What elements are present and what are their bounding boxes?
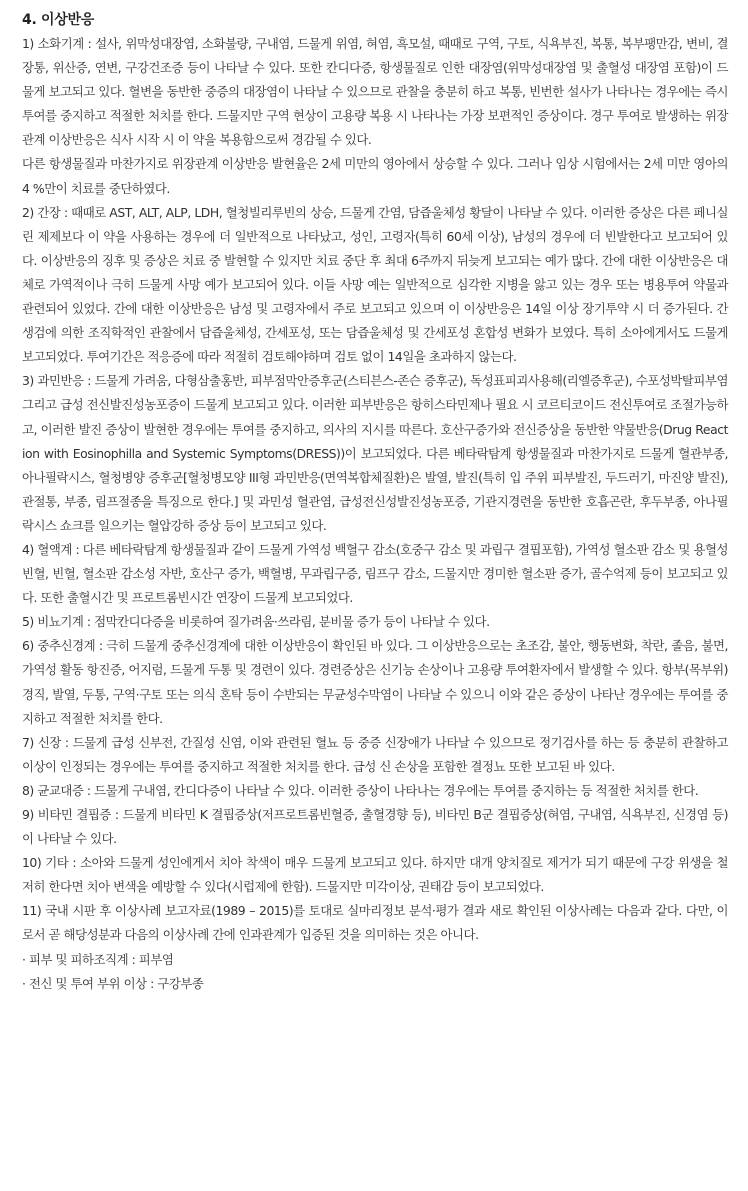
paragraph-other: 10) 기타 : 소아와 드물게 성인에게서 치아 착색이 매우 드물게 보고되고 있다. 하지만 대개 양치질로 제거가 되기 때문에 구강 위생을 철저히 한다면 치아 변색을 예방할 수 있다(시럽제에 한함). 드물지만 미각이상, 권태감 등이 보고되었다. <box>22 855 728 895</box>
paragraph-liver: 2) 간장 : 때때로 AST, ALT, ALP, LDH, 혈청빌리루빈의 상승, 드물게 간염, 담즙울체성 황달이 나타날 수 있다. 이러한 증상은 다른 페니실린 제제보다 이 약을 사용하는 경우에 더 일반적으로 나타났고, 성인, 고령자(특히 60세 이상), 남성의 경우에 더 빈발한다고 보고되어 있다. 이상반응의 징후 및 증상은 치료 중 발현할 수 있지만 치료 중단 후 최대 6주까지 뒤늦게 보고되는 예가 많다. 간에 대한 이상반응은 대체로 가역적이나 극히 드물게 사망 예가 보고되어 있다. 이들 사망 예는 일반적으로 심각한 지병을 앓고 있는 경우 또는 병용투여 약물과 관련되어 있었다. 간에 대한 이상반응은 남성 및 고령자에서 주로 보고되고 있으며 이 이상반응은 14일 이상 장기투약 시 더 증가된다. 간생검에 의한 조직학적인 관찰에서 담즙울체성, 간세포성, 또는 담즙울체성 및 간세포성 혼합성 변화가 보였다. 특히 소아에게서도 드물게 보고되었다. 투여기간은 적응증에 따라 적절히 검토해야하며 검토 없이 14일을 초과하지 않는다. <box>22 204 728 365</box>
paragraph-gastrointestinal: 1) 소화기계 : 설사, 위막성대장염, 소화불량, 구내염, 드물게 위염, 혀염, 흑모설, 때때로 구역, 구토, 식욕부진, 복통, 복부팽만감, 변비, 결장통, 위산증, 연변, 구강건조증 등이 나타날 수 있다. 또한 칸디다증, 항생물질로 인한 대장염(위막성대장염 및 출혈성 대장염 포함)이 드물게 보고되고 있다. 혈변을 동반한 중증의 대장염이 나타날 수 있으므로 관찰을 충분히 하고 복통, 빈번한 설사가 나타나는 경우에는 즉시 투여를 중지하고 적절한 처치를 한다. 드물지만 구역 현상이 고용량 복용 시 나타나는 가장 보편적인 증상이다. 경구 투여로 발생하는 위장관계 이상반응은 식사 시작 시 이 약을 복용함으로써 경감될 수 있다. <box>22 36 728 148</box>
list-item-skin: · 피부 및 피하조직계 : 피부염 <box>22 951 174 967</box>
paragraph-kidney: 7) 신장 : 드물게 급성 신부전, 간질성 신염, 이와 관련된 혈뇨 등 중증 신장애가 나타날 수 있으므로 정기검사를 하는 등 충분히 관찰하고 이상이 인정되는 경우에는 투여를 중지하고 적절한 처치를 한다. 급성 신 손상을 포함한 결정뇨 또한 보고된 바 있다. <box>22 734 728 774</box>
paragraph-cns: 6) 중추신경계 : 극히 드물게 중추신경계에 대한 이상반응이 확인된 바 있다. 그 이상반응으로는 초조감, 불안, 행동변화, 착란, 졸음, 불면, 가역성 활동 항진증, 어지럼, 드물게 두통 및 경련이 있다. 경련증상은 신기능 손상이나 고용량 투여환자에서 발생할 수 있다. 항부(목부위)경직, 발열, 두통, 구역·구토 또는 의식 혼탁 등이 수반되는 무균성수막염이 나타날 수 있으니 이와 같은 증상이 나타난 경우에는 투여를 중지하고 적절한 처치를 한다. <box>22 638 728 726</box>
paragraph-gastrointestinal-infants: 다른 항생물질과 마찬가지로 위장관계 이상반응 발현율은 2세 미만의 영아에서 상승할 수 있다. 그러나 임상 시험에서는 2세 미만 영아의 4 %만이 치료를 중단하였다. <box>22 156 728 196</box>
paragraph-superinfection: 8) 균교대증 : 드물게 구내염, 칸디다증이 나타날 수 있다. 이러한 증상이 나타나는 경우에는 투여를 중지하는 등 적절한 처치를 한다. <box>22 782 699 798</box>
paragraph-hypersensitivity: 3) 과민반응 : 드물게 가려움, 다형삼출홍반, 피부점막안증후군(스티븐스-존슨 증후군), 독성표피괴사용해(리엘증후군), 수포성박탈피부염 그리고 급성 전신발진성농포증이 드물게 보고되고 있다. 이러한 피부반응은 항히스타민제나 필요 시 코르티코이드 전신투여로 조절가능하고, 이러한 발진 증상이 발현한 경우에는 투여를 중지하고, 의사의 지시를 따른다. 호산구증가와 전신증상을 동반한 약물반응(Drug Reaction with Eosinophilla and Systemic Symptoms(DRESS))이 보고되었다. 다른 베타락탐계 항생물질과 마찬가지로 드물게 혈관부종, 아나필락시스, 혈청병양 증후군[혈청병모양 III형 과민반응(면역복합체질환)은 발열, 발진(특히 입 주위 피부발진, 두드러기, 마진양 발진), 관절통, 부종, 림프절종을 특징으로 한다.] 및 과민성 혈관염, 급성전신성발진성농포증, 기관지경련을 동반한 호흡곤란, 후두부종, 아나필락시스 쇼크를 일으키는 혈압강하 증상 등이 보고되고 있다. <box>22 373 728 533</box>
paragraph-hematologic: 4) 혈액계 : 다른 베타락탐계 항생물질과 같이 드물게 가역성 백혈구 감소(호중구 감소 및 과립구 결핍포함), 가역성 혈소판 감소 및 용혈성 빈혈, 빈혈, 혈소판 감소성 자반, 호산구 증가, 백혈병, 무과립구증, 림프구 감소, 드물지만 경미한 혈소판 증가, 골수억제 등이 보고되고 있다. 또한 출혈시간 및 프로트롬빈시간 연장이 드물게 보고되었다. <box>22 541 728 606</box>
paragraph-urogenital: 5) 비뇨기계 : 점막칸디다증을 비롯하여 질가려움·쓰라림, 분비물 증가 등이 나타날 수 있다. <box>22 614 490 630</box>
paragraph-vitamin-deficiency: 9) 비타민 결핍증 : 드물게 비타민 K 결핍증상(저프로트롬빈혈증, 출혈경향 등), 비타민 B군 결핍증상(혀염, 구내염, 식욕부진, 신경염 등)이 나타날 수 있다. <box>22 807 728 847</box>
section-title: 4. 이상반응 <box>22 12 94 28</box>
list-item-systemic: · 전신 및 투여 부위 이상 : 구강부종 <box>22 975 204 991</box>
paragraph-postmarketing: 11) 국내 시판 후 이상사례 보고자료(1989 – 2015)를 토대로 실마리정보 분석·평가 결과 새로 확인된 이상사례는 다음과 같다. 다만, 이로서 곧 해당성분과 다음의 이상사례 간에 인과관계가 입증된 것을 의미하는 것은 아니다. <box>22 903 728 943</box>
